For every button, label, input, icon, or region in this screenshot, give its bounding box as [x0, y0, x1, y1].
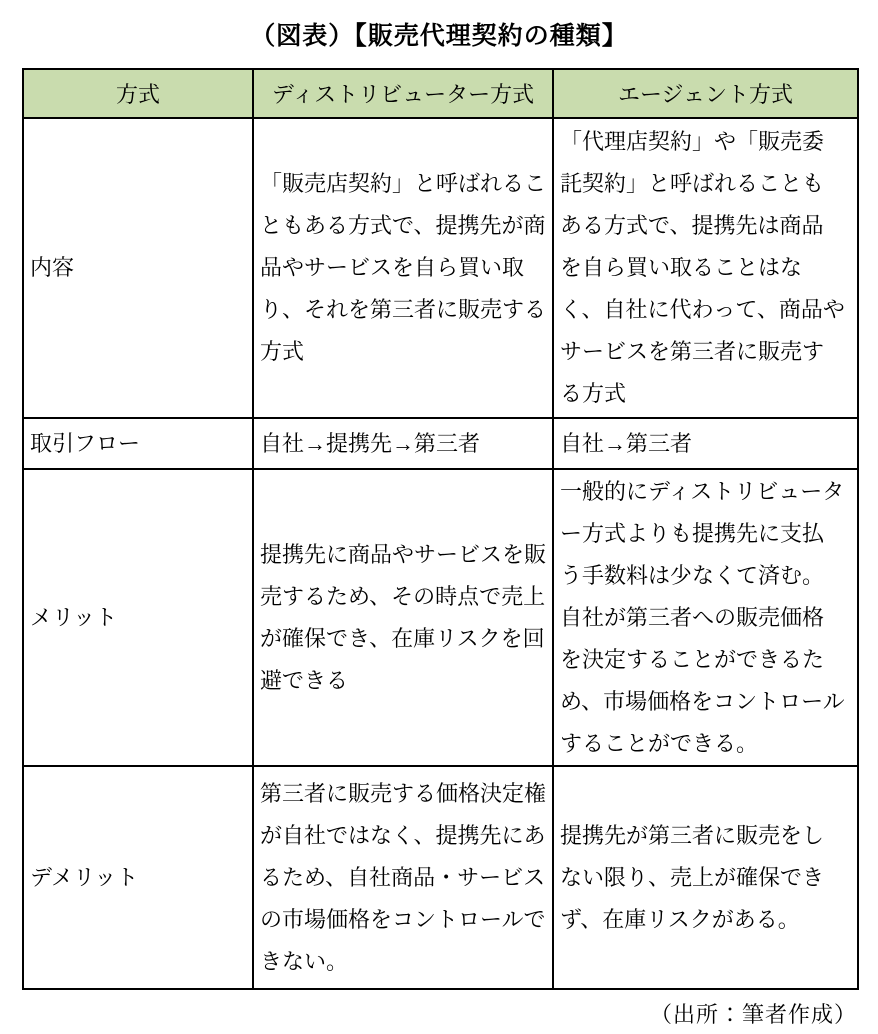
row-label-demerit: デメリット	[23, 766, 253, 989]
row-label-overview: 内容	[23, 118, 253, 418]
cell-demerit-agent: 提携先が第三者に販売をしない限り、売上が確保できず、在庫リスクがある。	[553, 766, 858, 989]
figure-title: （図表）【販売代理契約の種類】	[250, 22, 628, 50]
table-header-row	[23, 69, 858, 118]
cell-overview-distributor: 「販売店契約」と呼ばれることもある方式で、提携先が商品やサービスを自ら買い取り、それを第三者に販売する方式	[253, 118, 553, 418]
cell-merit-distributor: 提携先に商品やサービスを販売するため、その時点で売上が確保でき、在庫リスクを回避できる	[253, 469, 553, 766]
row-label-merit: メリット	[23, 469, 253, 766]
table-row-merit	[23, 469, 858, 766]
table-row-overview	[23, 118, 858, 418]
header-cell-agent: エージェント方式	[553, 69, 858, 118]
cell-demerit-distributor: 第三者に販売する価格決定権が自社ではなく、提携先にあるため、自社商品・サービスの市場価格をコントロールできない。	[253, 766, 553, 989]
row-label-flow: 取引フロー	[23, 418, 253, 469]
source-note: （出所：筆者作成）	[649, 1002, 857, 1027]
table-row-flow	[23, 418, 858, 469]
cell-overview-agent: 「代理店契約」や「販売委託契約」と呼ばれることもある方式で、提携先は商品を自ら買い取ることはなく、自社に代わって、商品やサービスを第三者に販売する方式	[553, 118, 858, 418]
cell-flow-distributor: 自社→提携先→第三者	[253, 418, 553, 469]
table-row-demerit	[23, 766, 858, 989]
cell-flow-agent: 自社→第三者	[553, 418, 858, 469]
header-cell-method: 方式	[23, 69, 253, 118]
header-cell-distributor: ディストリビューター方式	[253, 69, 553, 118]
cell-merit-agent: 一般的にディストリビューター方式よりも提携先に支払う手数料は少なくて済む。自社が第三者への販売価格を決定することができるため、市場価格をコントロールすることができる。	[553, 469, 858, 766]
contract-types-table	[22, 68, 859, 990]
